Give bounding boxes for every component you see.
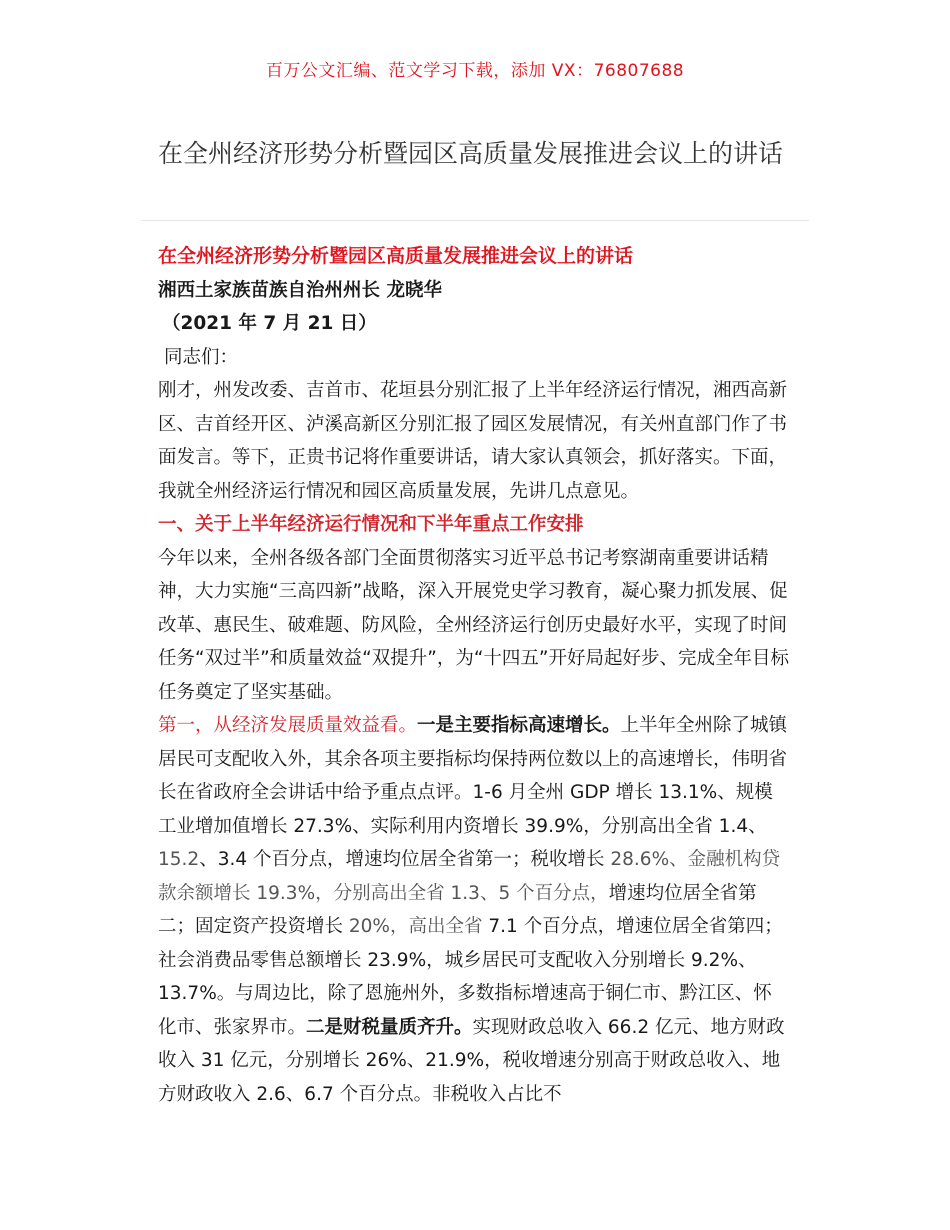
- section-paragraph: 今年以来，全州各级各部门全面贯彻落实习近平总书记考察湖南重要讲话精神，大力实施“三高四新”战略，深入开展党史学习教育，凝心聚力抓发展、促改革、惠民生、破难题、防风险，全州经济运行创历史最好水平，实现了时间任务“双过半”和质量效益“双提升”，为“十四五”开好局起好步、完成全年目标任务奠定了坚实基础。: [158, 547, 790, 703]
- subpoint-text: 实现财政总收入 66.2 亿元、地方财政收入 31 亿元，分别增长 26%、21.9%，税收增速分别高于财政总收入、地方财政收入 2.6、6.7 个百分点。非税收入占比不: [158, 1016, 785, 1105]
- point-paragraph: [158, 709, 790, 1111]
- subpoint-text: 、3.4 个百分点，增速均位居全省第一；税收增长: [199, 849, 611, 870]
- article-body: [158, 240, 790, 1111]
- intro-paragraph: 刚才，州发改委、吉首市、花垣县分别汇报了上半年经济运行情况，湘西高新区、吉首经开区、泸溪高新区分别汇报了园区发展情况，有关州直部门作了书面发言。等下，正贵书记将作重要讲话，请大家认真领会，抓好落实。下面，我就全州经济运行情况和园区高质量发展，先讲几点意见。: [158, 380, 788, 502]
- subpoint-text: 上半年全州除了城镇居民可支配收入外，其余各项主要指标均保持两位数以上的高速增长，伟明省长在省政府全会讲话中给予重点点评。1-6 月全州 GDP 增长 13.1%、规模工业增加值增长 27.3%、实际利用内资增长 39.9%，分别高出全省 1.4、: [158, 715, 788, 837]
- page-title: 在全州经济形势分析暨园区高质量发展推进会议上的讲话: [158, 139, 784, 168]
- article-date: （2021 年 7 月 21 日）: [162, 313, 377, 334]
- subpoint-text: 28.6%、金融机构贷款余额增长 19.3%，分别高出全省 1.3、5 个百分点，: [158, 849, 781, 904]
- subpoint-text: 增速均位居全省第二；固定资产投资增长: [158, 882, 757, 937]
- subpoint-text: 15.2: [158, 849, 200, 870]
- section-heading: 一、关于上半年经济运行情况和下半年重点工作安排: [158, 514, 584, 535]
- article-author: 湘西土家族苗族自治州州长 龙晓华: [158, 279, 442, 301]
- subpoint-text: 7.1 个百分点，增速位居全省第四；社会消费品零售总额增长 23.9%，城乡居民可支配收入分别增长 9.2%、13.7%。与周边比，除了恩施州外，多数指标增速高于铜仁市、黔江区、怀化市、张家界市。: [158, 916, 783, 1038]
- promo-banner: 百万公文汇编、范文学习下载，添加 VX：76807688: [265, 61, 685, 81]
- subpoint-heading: 一是主要指标高速增长。: [417, 715, 621, 736]
- title-divider: [141, 220, 809, 221]
- subpoint-heading: 二是财税量质齐升。: [306, 1016, 473, 1038]
- subpoint-text: 20%，高出全省: [348, 916, 483, 937]
- article-title: 在全州经济形势分析暨园区高质量发展推进会议上的讲话: [158, 245, 634, 267]
- salutation: 同志们：: [164, 346, 239, 368]
- point-lead: 第一，从经济发展质量效益看。: [158, 715, 418, 736]
